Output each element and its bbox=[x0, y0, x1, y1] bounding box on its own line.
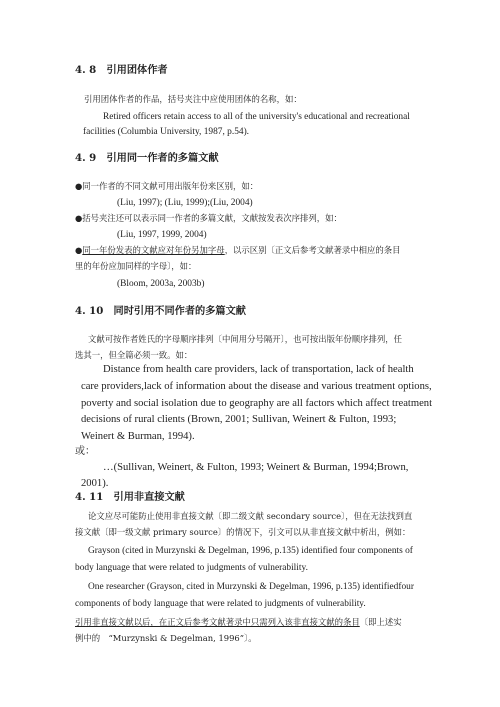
example-text: One researcher (Grayson, cited in Murzynski & Degelman, 1996, p.135) identifiedfour bbox=[88, 582, 414, 592]
block-quote-line: decisions of rural clients (Brown, 2001; Sullivan, Weinert & Fulton, 1993; bbox=[81, 414, 397, 425]
underlined-rule: 同一年份发表的文献应对年份另加字母 bbox=[82, 245, 225, 255]
or-label: 或： bbox=[75, 446, 95, 457]
example-text: facilities (Columbia University, 1987, p.54). bbox=[83, 127, 250, 137]
bullet-continuation: 里的年份应加同样的字母〕，如： bbox=[75, 261, 197, 271]
section-heading-4-11: 4. 11 引用非直接文献 bbox=[75, 491, 185, 503]
example-text: components of body language that were related to judgments of vulnerability. bbox=[75, 599, 366, 609]
block-quote-line: care providers,lack of information about the disease and various treatment options, bbox=[81, 381, 432, 392]
block-quote-line: …(Sullivan, Weinert, & Fulton, 1993; Weinert & Burman, 1994;Brown, bbox=[103, 462, 409, 473]
closing-continuation: 例中的 “Murzynski & Degelman, 1996”〕。 bbox=[75, 633, 257, 643]
bullet-item: ●括号夹注还可以表示同一作者的多篇文献，文献按发表次序排列，如： bbox=[75, 213, 342, 223]
section-heading-4-8: 4. 8 引用团体作者 bbox=[75, 64, 168, 76]
section-heading-4-9: 4. 9 引用同一作者的多篇文献 bbox=[75, 152, 219, 164]
paragraph: 引用团体作者的作品，括号夹注中应使用团体的名称，如： bbox=[84, 94, 302, 104]
section-heading-4-10: 4. 10 同时引用不同作者的多篇文献 bbox=[75, 305, 246, 317]
paragraph-continuation: 选其一，但全篇必须一致。如： bbox=[75, 350, 193, 360]
example-text: (Bloom, 2003a, 2003b) bbox=[117, 279, 205, 289]
bullet-item bbox=[75, 244, 401, 256]
example-text: (Liu, 1997, 1999, 2004) bbox=[117, 230, 207, 240]
block-quote-line: poverty and social isolation due to geography are all factors which affect treatment bbox=[81, 398, 433, 409]
closing-paragraph bbox=[75, 616, 402, 628]
example-text: (Liu, 1997); (Liu, 1999);(Liu, 2004) bbox=[117, 198, 253, 208]
example-text: Retired officers retain access to all of the university's educational and recreational bbox=[103, 112, 410, 122]
paragraph: 文献可按作者姓氏的字母顺序排列〔中间用分号隔开〕，也可按出版年份顺序排列，任 bbox=[88, 334, 403, 344]
paragraph-continuation: 接文献〔即一级文献 primary source〕的情况下，引文可以从非直接文献中析出，例如： bbox=[75, 527, 411, 537]
bullet-item: ●同一作者的不同文献可用出版年份来区别，如： bbox=[75, 181, 259, 191]
underlined-rule: 引用非直接文献以后，在正文后参考文献著录中只需列入该非直接文献的条目 bbox=[75, 617, 360, 627]
example-text: Grayson (cited in Murzynski & Degelman, 1996, p.135) identified four components of bbox=[88, 546, 413, 556]
block-quote-line: Weinert & Burman, 1994). bbox=[81, 431, 195, 442]
block-quote-line: Distance from health care providers, lack of transportation, lack of health bbox=[103, 364, 414, 375]
paragraph: 论文应尽可能防止使用非直接文献〔即二级文献 secondary source〕，但在无法找到直 bbox=[88, 511, 413, 521]
example-text: body language that were related to judgments of vulnerability. bbox=[75, 563, 308, 573]
bullet-text: ，以示区别〔正文后参考文献著录中相应的条目 bbox=[224, 245, 401, 255]
closing-text: 〔即上述实 bbox=[359, 617, 402, 627]
block-quote-line: 2001). bbox=[81, 478, 109, 489]
bullet-mark: ● bbox=[75, 245, 83, 255]
